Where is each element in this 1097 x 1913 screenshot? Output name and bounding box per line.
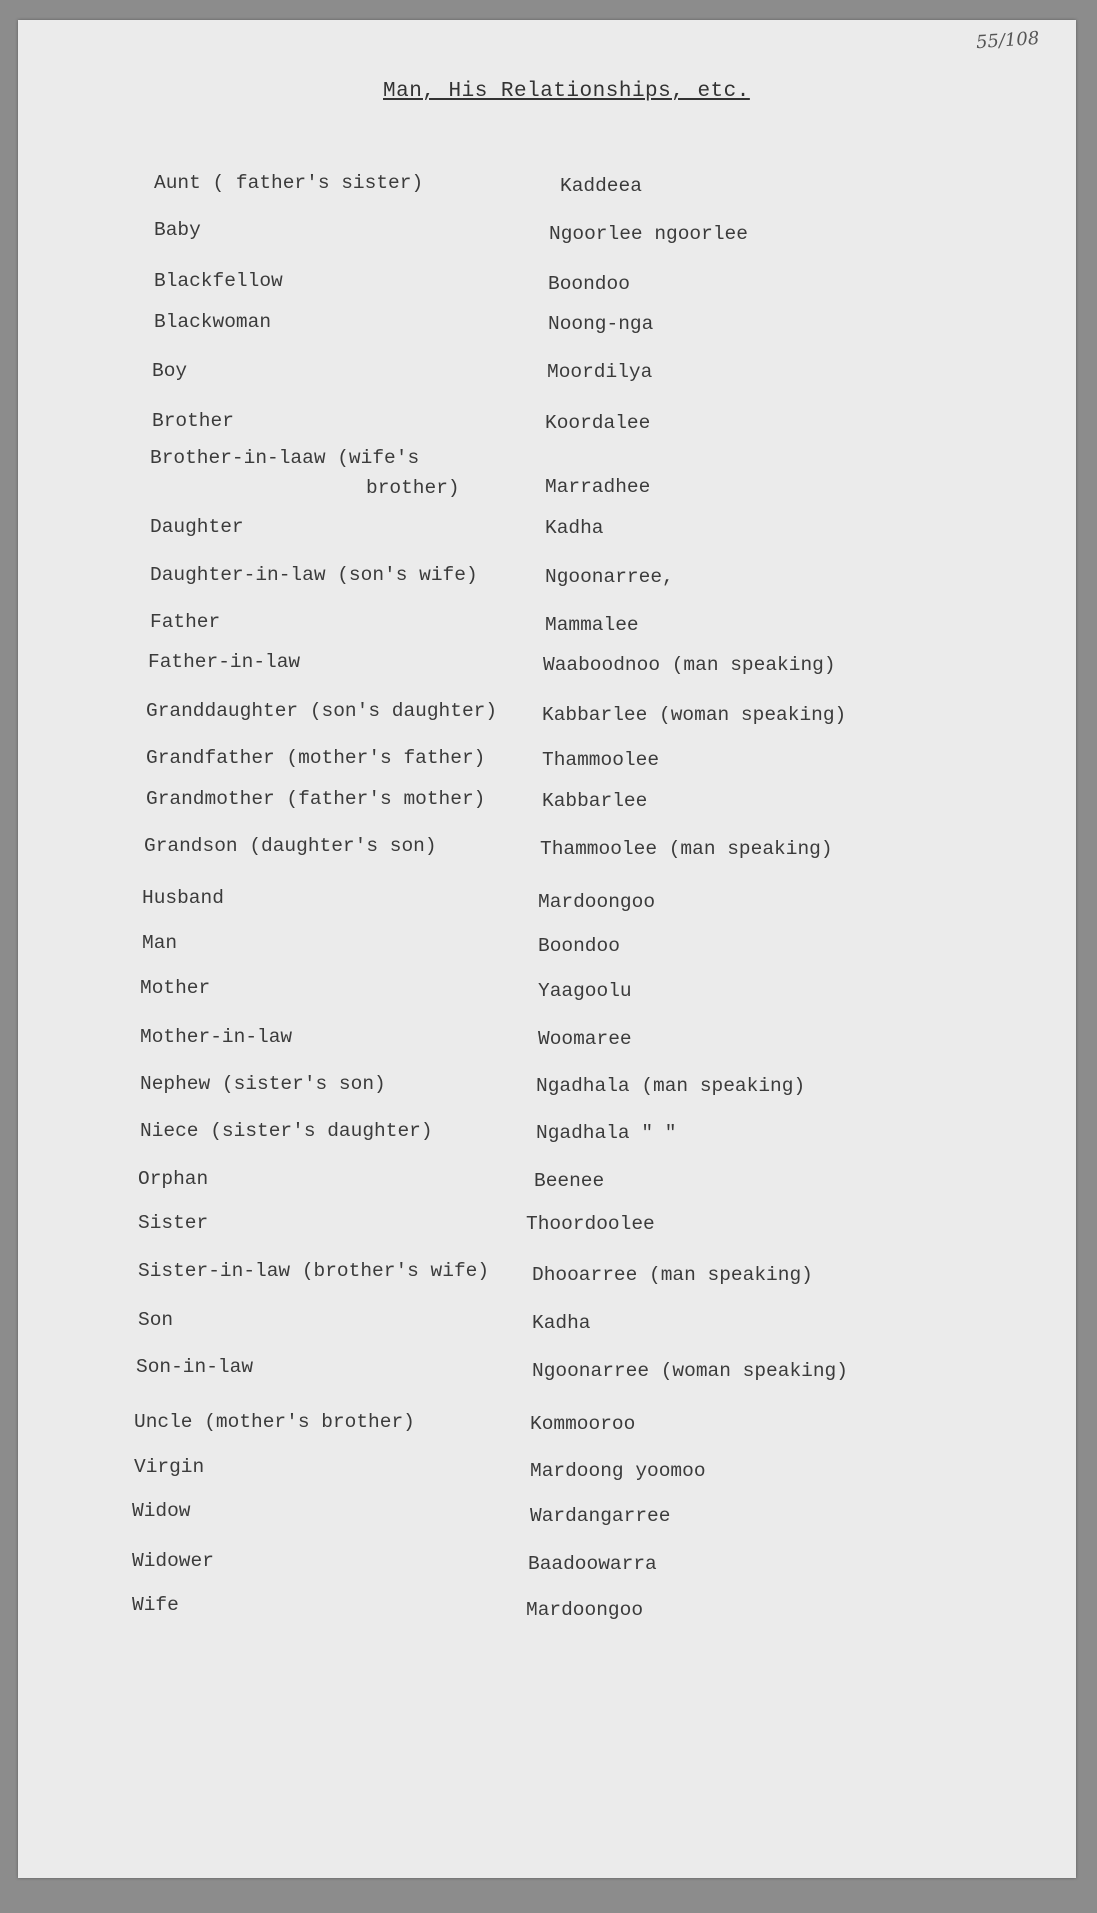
entry-term: Man — [142, 932, 178, 954]
document-page — [18, 20, 1076, 1878]
entry-translation: Moordilya — [547, 361, 653, 383]
entry-translation: Woomaree — [538, 1028, 632, 1050]
page-number: 55/108 — [975, 27, 1040, 54]
entry-term: Baby — [154, 219, 201, 241]
entry-term: Grandson (daughter's son) — [144, 835, 437, 857]
entry-translation: Mardoongoo — [538, 891, 656, 913]
entry-translation: Kaddeea — [560, 175, 642, 197]
entry-term: Blackfellow — [154, 270, 283, 292]
entry-translation: Kadha — [545, 517, 604, 539]
entry-translation: Yaagoolu — [538, 980, 632, 1002]
entry-term: Boy — [152, 360, 188, 382]
entry-term: Grandfather (mother's father) — [146, 747, 486, 769]
entry-translation: Boondoo — [538, 935, 620, 957]
entry-term-continuation: brother) — [366, 477, 460, 499]
entry-translation: Ngoorlee ngoorlee — [549, 223, 748, 245]
entry-translation: Kabbarlee — [542, 790, 648, 812]
entry-term: Father-in-law — [148, 651, 301, 673]
entry-term: Grandmother (father's mother) — [146, 788, 486, 810]
entry-translation: Thoordoolee — [526, 1213, 655, 1235]
entry-translation: Thammoolee (man speaking) — [540, 838, 833, 860]
entry-translation: Kadha — [532, 1312, 591, 1334]
entry-term: Brother — [152, 410, 234, 432]
entry-term: Niece (sister's daughter) — [140, 1120, 433, 1142]
entry-translation: Thammoolee — [542, 749, 660, 771]
entry-translation: Ngoonarree (woman speaking) — [532, 1360, 848, 1382]
entry-translation: Marradhee — [545, 476, 651, 498]
entry-term: Widower — [132, 1550, 214, 1572]
entry-translation: Dhooarree (man speaking) — [532, 1264, 813, 1286]
entry-translation: Koordalee — [545, 412, 651, 434]
entry-translation: Ngoonarree, — [545, 566, 674, 588]
entry-term: Mother — [140, 977, 211, 999]
entry-term: Nephew (sister's son) — [140, 1073, 386, 1095]
entry-term: Son-in-law — [136, 1356, 254, 1378]
entry-translation: Baadoowarra — [528, 1553, 657, 1575]
entry-term: Wife — [132, 1594, 179, 1616]
entry-term: Blackwoman — [154, 311, 272, 333]
entry-term: Daughter — [150, 516, 244, 538]
entry-term: Sister — [138, 1212, 209, 1234]
vocabulary-list — [18, 20, 1076, 1878]
entry-translation: Beenee — [534, 1170, 605, 1192]
entry-translation: Ngadhala (man speaking) — [536, 1075, 806, 1097]
entry-translation: Mardoong yoomoo — [530, 1460, 706, 1482]
entry-translation: Kommooroo — [530, 1413, 636, 1435]
entry-translation: Kabbarlee (woman speaking) — [542, 704, 847, 726]
entry-translation: Wardangarree — [530, 1505, 671, 1527]
entry-term: Sister-in-law (brother's wife) — [138, 1260, 490, 1282]
entry-term: Orphan — [138, 1168, 209, 1190]
entry-term: Husband — [142, 887, 224, 909]
entry-term: Mother-in-law — [140, 1026, 293, 1048]
entry-translation: Ngadhala " " — [536, 1122, 677, 1144]
entry-translation: Noong-nga — [548, 313, 654, 335]
entry-translation: Waaboodnoo (man speaking) — [543, 654, 836, 676]
entry-term: Virgin — [134, 1456, 205, 1478]
entry-term: Widow — [132, 1500, 191, 1522]
entry-term: Son — [138, 1309, 174, 1331]
entry-term: Father — [150, 611, 221, 633]
entry-term: Granddaughter (son's daughter) — [146, 700, 498, 722]
entry-term: Aunt ( father's sister) — [154, 172, 424, 194]
entry-translation: Mammalee — [545, 614, 639, 636]
entry-translation: Mardoongoo — [526, 1599, 644, 1621]
page-title: Man, His Relationships, etc. — [383, 80, 750, 103]
entry-term: Brother-in-laaw (wife's — [150, 447, 420, 469]
entry-term: Daughter-in-law (son's wife) — [150, 564, 478, 586]
entry-translation: Boondoo — [548, 273, 630, 295]
entry-term: Uncle (mother's brother) — [134, 1411, 415, 1433]
